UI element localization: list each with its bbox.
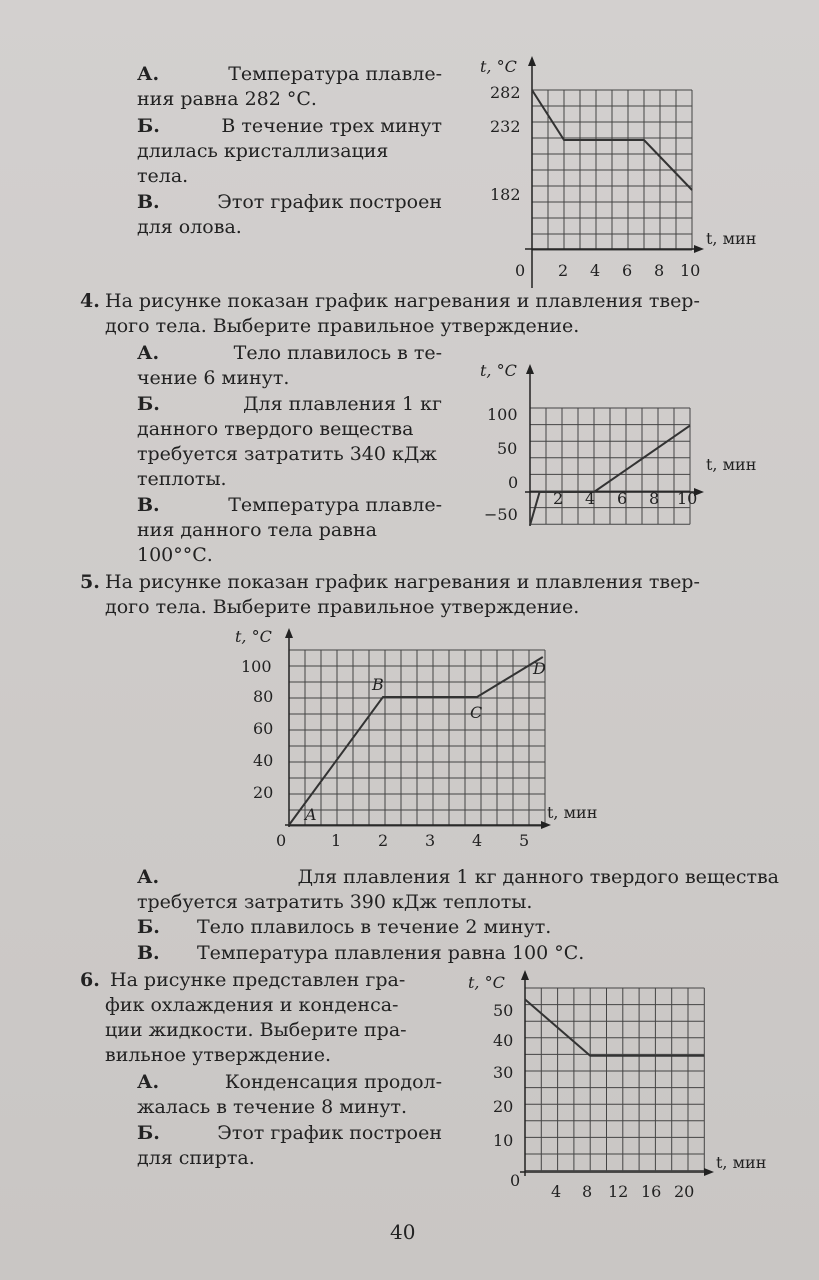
x-tick-6: 6 <box>617 489 628 508</box>
q5-option-a: А. Для плавления 1 кг данного твердого вещества требуется затратить 390 кДж теплоты. <box>137 866 779 913</box>
x-tick-10: 10 <box>677 489 698 508</box>
x-axis-arrow-icon <box>541 821 551 829</box>
x-tick-2: 2 <box>553 489 564 508</box>
x-tick-4: 4 <box>590 261 601 280</box>
point-a-label: A <box>305 805 317 824</box>
y-tick-182: 182 <box>490 185 521 204</box>
q4-option-b: Б. Для плавления 1 кг данного твердого вещества требуется затратить 340 кДж теплоты. <box>137 393 442 490</box>
origin-label: 0 <box>510 1171 521 1190</box>
x-tick-2: 2 <box>378 831 389 850</box>
q5-stem: 5. На рисунке показан график нагревания и плавления твер- дого тела. Выберите правильное утверждение. <box>80 571 700 618</box>
x-axis-label: t, мин <box>706 455 757 474</box>
x-axis-label: t, мин <box>547 803 598 822</box>
y-tick-10: 10 <box>493 1131 514 1150</box>
chart1-grid <box>532 90 692 250</box>
point-b-label: B <box>372 675 384 694</box>
y-tick-20: 20 <box>493 1097 514 1116</box>
x-tick-4: 4 <box>551 1182 562 1201</box>
q5-option-c: В. Температура плавления равна 100 °С. <box>137 942 585 964</box>
y-axis-arrow-icon <box>521 970 529 980</box>
y-tick-282: 282 <box>490 83 521 102</box>
page-number: 40 <box>390 1220 416 1244</box>
x-tick-8: 8 <box>649 489 660 508</box>
x-axis-arrow-icon <box>694 245 704 253</box>
x-tick-1: 1 <box>331 831 342 850</box>
y-axis-arrow-icon <box>285 628 293 638</box>
y-tick-40: 40 <box>493 1031 514 1050</box>
q4-option-a: А. Тело плавилось в те- чение 6 минут. <box>137 342 442 389</box>
prev-option-c: В. Этот график построен для олова. <box>137 191 442 238</box>
x-axis-label: t, мин <box>716 1153 767 1172</box>
x-tick-6: 6 <box>622 261 633 280</box>
q4-stem: 4. На рисунке показан график нагревания и плавления твер- дого тела. Выберите правильное утверждение. <box>80 290 700 337</box>
y-tick-100: 100 <box>487 405 518 424</box>
y-tick-50: 50 <box>497 439 518 458</box>
y-tick-20: 20 <box>253 783 274 802</box>
y-tick-40: 40 <box>253 751 274 770</box>
x-tick-4: 4 <box>472 831 483 850</box>
y-tick-minus50: −50 <box>484 505 518 524</box>
x-tick-20: 20 <box>674 1182 695 1201</box>
y-axis-arrow-icon <box>526 364 534 374</box>
y-tick-80: 80 <box>253 687 274 706</box>
y-axis-arrow-icon <box>528 56 536 66</box>
y-axis-label: t, °С <box>235 627 272 646</box>
x-axis-label: t, мин <box>706 229 757 248</box>
y-axis-label: t, °С <box>468 973 505 992</box>
q6-option-a: А. Конденсация продол- жалась в течение 8 минут. <box>137 1071 442 1118</box>
y-tick-232: 232 <box>490 117 521 136</box>
chart-melting-80 <box>225 622 625 852</box>
y-tick-50: 50 <box>493 1001 514 1020</box>
chart-melting-0 <box>470 356 790 536</box>
y-axis-label: t, °С <box>480 361 517 380</box>
prev-option-b: Б. В течение трех минут длилась кристаллизация тела. <box>137 115 442 187</box>
y-tick-0: 0 <box>508 473 519 492</box>
x-tick-2: 2 <box>558 261 569 280</box>
point-c-label: C <box>470 703 483 722</box>
x-tick-3: 3 <box>425 831 436 850</box>
x-tick-10: 10 <box>680 261 701 280</box>
chart-cooling <box>460 964 800 1204</box>
q4-option-c: В. Температура плавле- ния данного тела равна 100°°С. <box>137 494 442 566</box>
origin-label: 0 <box>515 261 526 280</box>
prev-option-a: А. Температура плавле- ния равна 282 °С. <box>137 63 442 110</box>
x-tick-16: 16 <box>641 1182 662 1201</box>
x-tick-5: 5 <box>519 831 530 850</box>
x-tick-12: 12 <box>608 1182 629 1201</box>
x-tick-8: 8 <box>582 1182 593 1201</box>
q5-option-b: Б. Тело плавилось в течение 2 минут. <box>137 916 552 938</box>
y-tick-30: 30 <box>493 1063 514 1082</box>
y-tick-60: 60 <box>253 719 274 738</box>
y-tick-100: 100 <box>241 657 272 676</box>
x-axis-arrow-icon <box>704 1168 714 1176</box>
point-d-label: D <box>533 659 546 678</box>
y-axis-label: t, °С <box>480 57 517 76</box>
chart-melting-282 <box>470 48 790 288</box>
x-tick-4: 4 <box>585 489 596 508</box>
q6-stem: 6. На рисунке представлен гра- фик охлаждения и конденса- ции жидкости. Выберите пра- вильное утверждение. <box>80 969 407 1066</box>
chart4-line <box>525 999 704 1055</box>
x-tick-8: 8 <box>654 261 665 280</box>
q6-option-b: Б. Этот график построен для спирта. <box>137 1122 442 1169</box>
origin-label: 0 <box>276 831 287 850</box>
